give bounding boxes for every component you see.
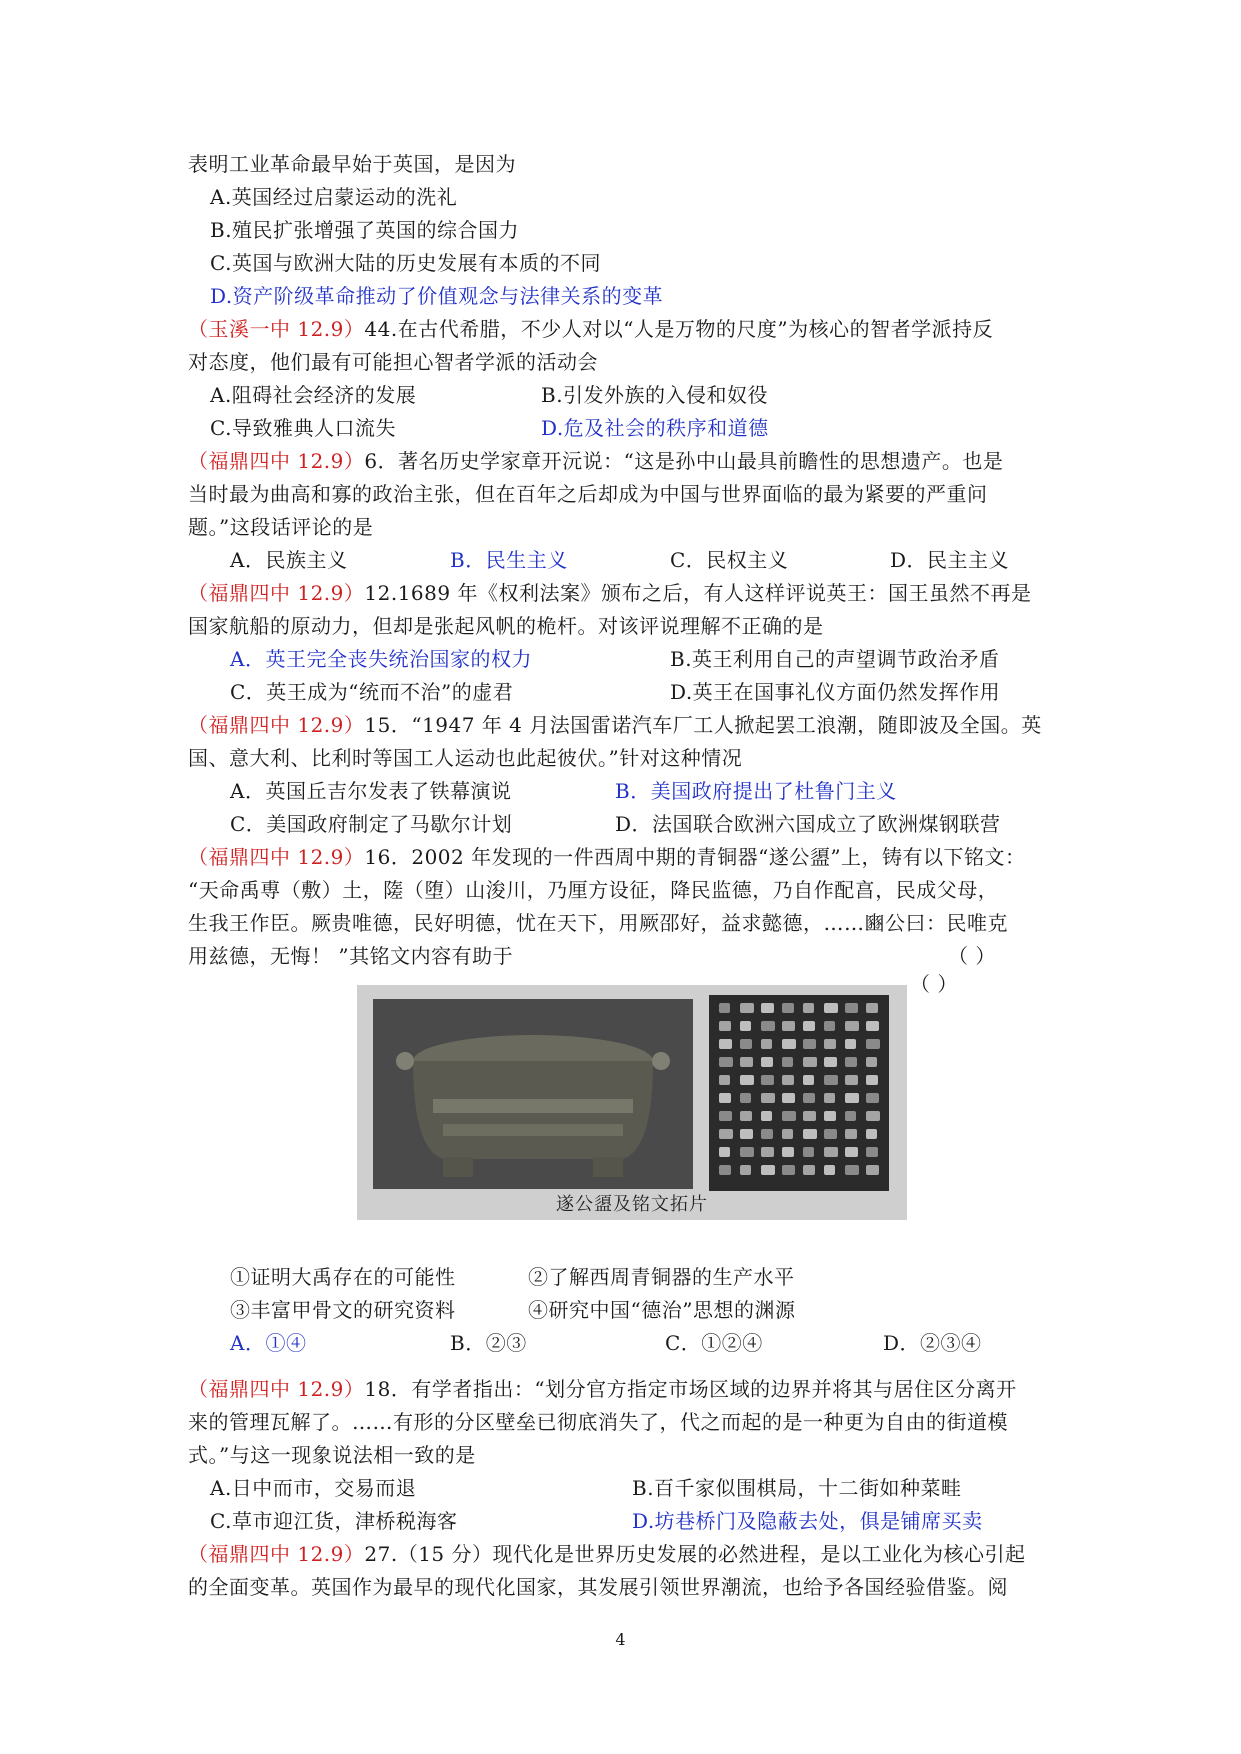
question-source: （福鼎四中 12.9） bbox=[188, 449, 365, 473]
answer-option: A．英国丘吉尔发表了铁幕演说 bbox=[230, 779, 512, 803]
text-line bbox=[188, 876, 998, 904]
text-line bbox=[188, 1540, 1026, 1568]
text-line bbox=[188, 1573, 1008, 1601]
answer-option: D.危及社会的秩序和道德 bbox=[541, 416, 769, 440]
text-line bbox=[210, 282, 663, 310]
answer-option: C．①②④ bbox=[665, 1331, 763, 1355]
page-number: 4 bbox=[615, 1630, 626, 1649]
question-source: （福鼎四中 12.9） bbox=[188, 713, 365, 737]
text-segment: 的全面变革。英国作为最早的现代化国家，其发展引领世界潮流，也给予各国经验借鉴。阅 bbox=[188, 1575, 1008, 1599]
answer-option: C．英王成为“统而不治”的虚君 bbox=[230, 680, 514, 704]
text-segment: 对态度，他们最有可能担心智者学派的活动会 bbox=[188, 350, 598, 374]
answer-option: A．英王完全丧失统治国家的权力 bbox=[230, 647, 532, 671]
answer-option: B.引发外族的入侵和奴役 bbox=[541, 383, 769, 407]
text-line bbox=[188, 1441, 476, 1469]
inscription-rubbing bbox=[709, 995, 889, 1191]
text-segment: 44.在古代希腊，不少人对以“人是万物的尺度”为核心的智者学派持反 bbox=[364, 317, 994, 341]
text-line bbox=[188, 315, 993, 343]
text-segment: 题。”这段话评论的是 bbox=[188, 515, 374, 539]
text-segment: 表明工业革命最早始于英国，是因为 bbox=[188, 152, 516, 176]
text-line bbox=[210, 216, 519, 244]
question-source: （福鼎四中 12.9） bbox=[188, 581, 365, 605]
text-line bbox=[188, 348, 598, 376]
text-line bbox=[188, 843, 1026, 871]
text-segment: D.资产阶级革命推动了价值观念与法律关系的变革 bbox=[210, 284, 664, 308]
text-line bbox=[188, 513, 373, 541]
text-segment: C.英国与欧洲大陆的历史发展有本质的不同 bbox=[210, 251, 601, 275]
text-line bbox=[188, 447, 1003, 475]
answer-option: C.导致雅典人口流失 bbox=[210, 416, 396, 440]
answer-option: C．民权主义 bbox=[670, 548, 789, 572]
answer-option: B.英王利用自己的声望调节政治矛盾 bbox=[670, 647, 1000, 671]
text-segment: 18．有学者指出：“划分官方指定市场区域的边界并将其与居住区分离开 bbox=[364, 1377, 1017, 1401]
answer-option: A．①④ bbox=[230, 1331, 307, 1355]
answer-option: D．法国联合欧洲六国成立了欧洲煤钢联营 bbox=[615, 812, 1001, 836]
text-line bbox=[188, 579, 1031, 607]
answer-option: ③丰富甲骨文的研究资料 bbox=[230, 1298, 456, 1322]
text-segment: B.殖民扩张增强了英国的综合国力 bbox=[210, 218, 520, 242]
text-line bbox=[188, 1408, 1008, 1436]
answer-option: D．民主主义 bbox=[890, 548, 1010, 572]
text-segment: 国、意大利、比利时等国工人运动也此起彼伏。”针对这种情况 bbox=[188, 746, 743, 770]
question-source: （福鼎四中 12.9） bbox=[188, 845, 365, 869]
figure-caption: 遂公盨及铭文拓片 bbox=[556, 1194, 708, 1215]
answer-option: B.百千家似围棋局，十二街如种菜畦 bbox=[632, 1476, 962, 1500]
text-segment: 6．著名历史学家章开沅说：“这是孙中山最具前瞻性的思想遗产。也是 bbox=[364, 449, 1004, 473]
answer-option: A.日中而市，交易而退 bbox=[210, 1476, 417, 1500]
text-line bbox=[188, 612, 824, 640]
answer-option: A.阻碍社会经济的发展 bbox=[210, 383, 417, 407]
text-line bbox=[188, 480, 988, 508]
answer-option: B．美国政府提出了杜鲁门主义 bbox=[615, 779, 897, 803]
text-segment: 来的管理瓦解了。……有形的分区壁垒已彻底消失了，代之而起的是一种更为自由的街道模 bbox=[188, 1410, 1008, 1434]
text-segment: 国家航船的原动力，但却是张起风帆的桅杆。对该评说理解不正确的是 bbox=[188, 614, 824, 638]
answer-option: ②了解西周青铜器的生产水平 bbox=[528, 1265, 795, 1289]
text-segment: 当时最为曲高和寡的政治主张，但在百年之后却成为中国与世界面临的最为紧要的严重问 bbox=[188, 482, 988, 506]
answer-option: ①证明大禹存在的可能性 bbox=[230, 1265, 456, 1289]
question-source: （玉溪一中 12.9） bbox=[188, 317, 365, 341]
text-line bbox=[188, 711, 1042, 739]
bronze-vessel-figure bbox=[357, 985, 907, 1220]
text-line bbox=[188, 1375, 1017, 1403]
text-line bbox=[210, 183, 457, 211]
text-line bbox=[210, 249, 601, 277]
vessel-photo bbox=[373, 999, 693, 1189]
text-segment: 生我王作臣。厥贵唯德，民好明德，忧在天下，用厥邵好，益求懿德，……豳公曰：民唯克 bbox=[188, 911, 1008, 935]
text-line bbox=[188, 909, 1008, 937]
text-segment: 12.1689 年《权利法案》颁布之后，有人这样评说英王：国王虽然不再是 bbox=[364, 581, 1032, 605]
text-line bbox=[188, 744, 742, 772]
answer-option: C．美国政府制定了马歇尔计划 bbox=[230, 812, 513, 836]
question-source: （福鼎四中 12.9） bbox=[188, 1542, 365, 1566]
answer-option: （ ） bbox=[948, 944, 996, 968]
text-segment: 27.（15 分）现代化是世界历史发展的必然进程，是以工业化为核心引起 bbox=[364, 1542, 1026, 1566]
text-line bbox=[188, 942, 513, 970]
answer-option: C.草市迎江货，津桥税海客 bbox=[210, 1509, 458, 1533]
answer-option: D.坊巷桥门及隐蔽去处，俱是铺席买卖 bbox=[632, 1509, 983, 1533]
text-line bbox=[188, 150, 516, 178]
question-source: （福鼎四中 12.9） bbox=[188, 1377, 365, 1401]
text-segment: 式。”与这一现象说法相一致的是 bbox=[188, 1443, 476, 1467]
text-segment: “天命禹尃（敷）土，隓（堕）山浚川，乃厘方设征，降民监德，乃自作配亯，民成父母， bbox=[188, 878, 999, 902]
text-segment: 15．“1947 年 4 月法国雷诺汽车厂工人掀起罢工浪潮，随即波及全国。英 bbox=[364, 713, 1042, 737]
answer-option: D.英王在国事礼仪方面仍然发挥作用 bbox=[670, 680, 1001, 704]
answer-option: （ ） bbox=[910, 972, 958, 996]
answer-option: B．②③ bbox=[450, 1331, 527, 1355]
answer-option: ④研究中国“德治”思想的渊源 bbox=[528, 1298, 796, 1322]
text-segment: 用兹德，无悔！ ”其铭文内容有助于 bbox=[188, 944, 514, 968]
answer-option: D．②③④ bbox=[883, 1331, 982, 1355]
answer-option: B．民生主义 bbox=[450, 548, 568, 572]
text-segment: 16．2002 年发现的一件西周中期的青铜器“遂公盨”上，铸有以下铭文： bbox=[364, 845, 1026, 869]
answer-option: A．民族主义 bbox=[230, 548, 348, 572]
text-segment: A.英国经过启蒙运动的洗礼 bbox=[210, 185, 458, 209]
